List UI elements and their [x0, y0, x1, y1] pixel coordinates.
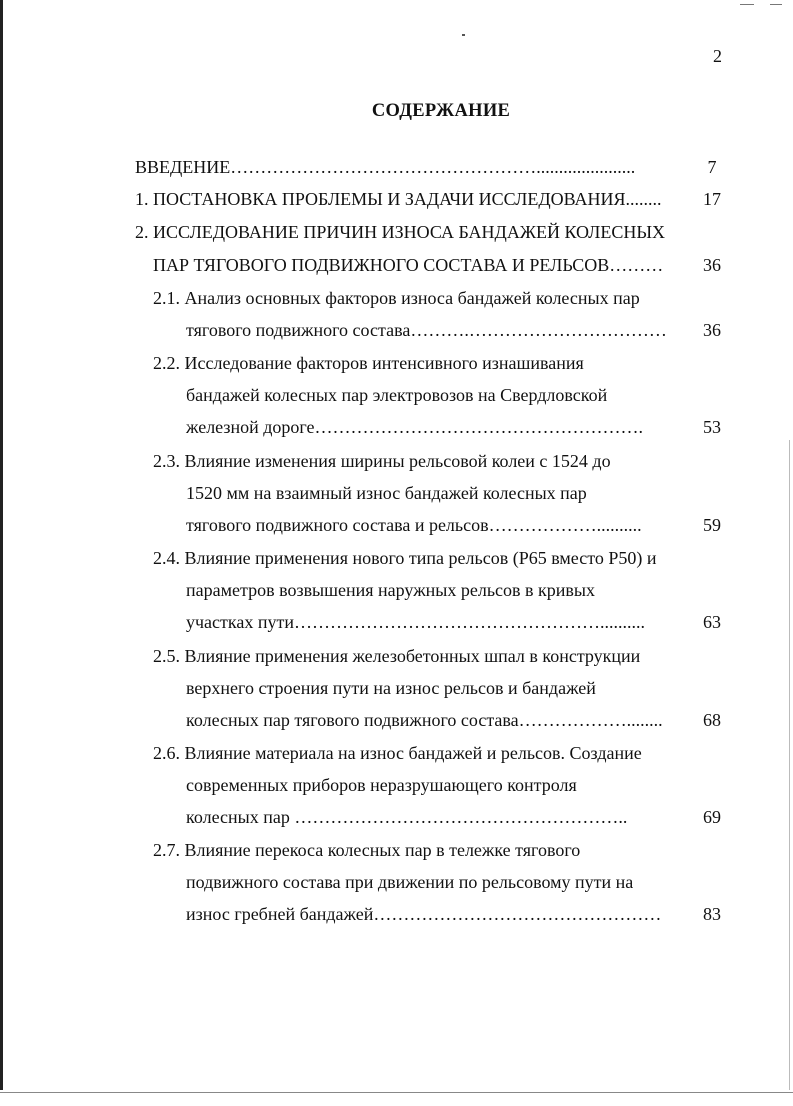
scan-speck	[462, 34, 465, 36]
toc-entry-2-6: 2.6. Влияние материала на износ бандажей и рельсов. Создание	[153, 743, 642, 763]
page-number: 2	[713, 46, 722, 66]
toc-entry-chapter-2-cont: ПАР ТЯГОВОГО ПОДВИЖНОГО СОСТАВА И РЕЛЬСОВ………	[153, 255, 664, 275]
toc-page-number: 53	[703, 417, 721, 437]
page-title: СОДЕРЖАНИЕ	[371, 101, 511, 121]
toc-entry-2-5-cont: колесных пар тягового подвижного состава………………........	[186, 710, 663, 730]
toc-entry-2-7-cont: подвижного состава при движении по рельсовому пути на	[186, 872, 634, 892]
toc-entry-2-4-cont: участках пути……………………………………………..........	[186, 612, 645, 632]
toc-page-number: 17	[703, 189, 721, 209]
toc-entry-2-6-cont: колесных пар ………………………………………………..	[186, 807, 628, 827]
toc-entry-2-4-cont: параметров возвышения наружных рельсов в кривых	[186, 580, 595, 600]
toc-entry-2-1: 2.1. Анализ основных факторов износа бандажей колесных пар	[153, 288, 640, 308]
toc-page-number: 69	[703, 807, 721, 827]
toc-entry-2-2-cont: железной дороге……………………………………………….	[186, 417, 644, 437]
toc-page-number: 36	[703, 255, 721, 275]
toc-entry-chapter-1: 1. ПОСТАНОВКА ПРОБЛЕМЫ И ЗАДАЧИ ИССЛЕДОВАНИЯ........	[135, 189, 662, 209]
toc-page-number: 68	[703, 710, 721, 730]
toc-page-number: 63	[703, 612, 721, 632]
toc-entry-2-3: 2.3. Влияние изменения ширины рельсовой колеи с 1524 до	[153, 451, 611, 471]
toc-page-number: 7	[707, 157, 717, 177]
scan-mark	[770, 4, 782, 5]
toc-entry-2-5-cont: верхнего строения пути на износ рельсов и бандажей	[186, 678, 596, 698]
right-border-line	[789, 440, 790, 1090]
toc-entry-chapter-2: 2. ИССЛЕДОВАНИЕ ПРИЧИН ИЗНОСА БАНДАЖЕЙ КОЛЕСНЫХ	[135, 222, 666, 242]
toc-entry-2-6-cont: современных приборов неразрушающего контроля	[186, 775, 577, 795]
bottom-border-line	[0, 1092, 793, 1093]
toc-entry-2-2-cont: бандажей колесных пар электровозов на Свердловской	[186, 385, 608, 405]
toc-entry-2-3-cont: тягового подвижного состава и рельсов………………..........	[186, 515, 642, 535]
toc-entry-2-3-cont: 1520 мм на взаимный износ бандажей колесных пар	[186, 483, 587, 503]
toc-entry-2-7-cont: износ гребней бандажей…………………………………………	[186, 904, 662, 924]
toc-entry-2-4: 2.4. Влияние применения нового типа рельсов (Р65 вместо Р50) и	[153, 548, 657, 568]
left-border-line	[0, 0, 3, 1090]
toc-entry-2-1-cont: тягового подвижного состава……….……………………………	[186, 320, 667, 340]
toc-entry-2-5: 2.5. Влияние применения железобетонных шпал в конструкции	[153, 646, 641, 666]
toc-entry-introduction: ВВЕДЕНИЕ……………………………………………......................	[135, 157, 636, 177]
toc-page-number: 36	[703, 320, 721, 340]
toc-entry-2-7: 2.7. Влияние перекоса колесных пар в тележке тягового	[153, 840, 581, 860]
scan-mark	[740, 4, 754, 5]
toc-page-number: 83	[703, 904, 721, 924]
toc-page-number: 59	[703, 515, 721, 535]
toc-entry-2-2: 2.2. Исследование факторов интенсивного изнашивания	[153, 353, 584, 373]
